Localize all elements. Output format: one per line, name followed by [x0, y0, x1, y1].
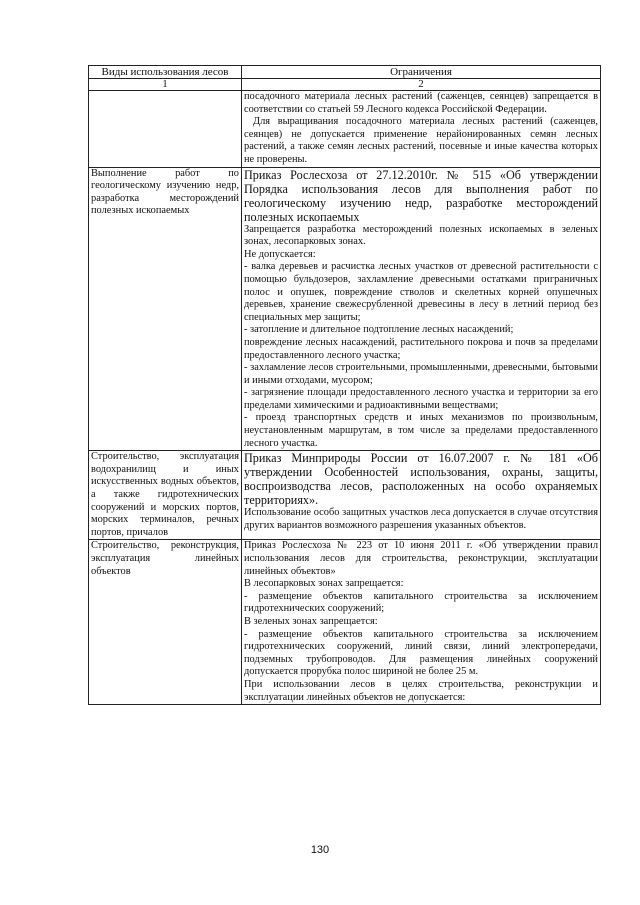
- use-type-text: Строительство, эксплуатация водохранилищ и иных искусственных водных объектов, а также гидротехнических сооружений и морских портов, морских терминалов, речных портов, причалов: [91, 451, 239, 538]
- page-number: 130: [310, 844, 330, 856]
- restriction-paragraph: Запрещается разработка месторождений полезных ископаемых в зеленых зонах, лесопарковых зонах.: [244, 223, 598, 248]
- header-restrictions: Ограничения: [242, 66, 601, 79]
- restriction-paragraph: - загрязнение площади предоставленного лесного участка и территории за его пределами химическими и радиоактивными веществами;: [244, 387, 598, 411]
- table-row: [89, 91, 601, 168]
- column-number-row: [89, 79, 601, 91]
- use-type-cell: [89, 540, 242, 705]
- restrictions-cell: [242, 540, 601, 705]
- use-type-text: Выполнение работ по геологическому изучению недр, разработка месторождений полезных ископаемых: [91, 167, 239, 217]
- header-uses: Виды использования лесов: [89, 66, 242, 79]
- restriction-paragraph: В зеленых зонах запрещается:: [244, 615, 378, 627]
- restrictions-cell: [242, 91, 601, 168]
- restriction-paragraph: повреждение лесных насаждений, растительного покрова и почв за пределами предоставленного лесного участка;: [244, 336, 598, 361]
- use-type-cell: [89, 91, 242, 168]
- restriction-paragraph: Приказ Рослесхоза № 223 от 10 июня 2011 г. «Об утверждении правил использования лесов для строительства, реконструкции, эксплуатации линейных объектов»: [244, 540, 598, 577]
- restriction-paragraph: Приказ Минприроды России от 16.07.2007 г. № 181 «Об утверждении Особенностей использования, охраны, защиты, воспроизводства лесов, расположенных на особо охраняемых территориях».: [244, 451, 598, 508]
- restriction-paragraph: - проезд транспортных средств и иных механизмов по произвольным, неустановленным маршрутам, в том числе за пределами предоставленного лесного участка.: [244, 412, 598, 449]
- restriction-paragraph: Для выращивания посадочного материала лесных растений (саженцев, сеянцев) не допускается применение нерайонированных семян лесных растений, а также семян лесных растений, посевные и иные качества которых не проверены.: [244, 116, 598, 165]
- restrictions-cell: [242, 167, 601, 451]
- restriction-paragraph: - захламление лесов строительными, промышленными, древесными, бытовыми и иными отходами, мусором;: [244, 362, 598, 386]
- restriction-paragraph: - валка деревьев и расчистка лесных участков от древесной растительности с помощью бульдозеров, захламление древесными остатками приграничных полос и опушек, повреждение стволов и скелетных корней опушечных деревьев, хранение свежесрубленной древесины в лесу в летний период без специальных мер защиты;: [244, 261, 598, 323]
- restriction-paragraph: Не допускается:: [244, 248, 316, 260]
- table-header-row: [89, 66, 601, 79]
- restriction-paragraph: - размещение объектов капитального строительства за исключением гидротехнических сооружений;: [244, 590, 598, 615]
- column-number-1: 1: [89, 79, 242, 91]
- restrictions-cell: [242, 451, 601, 540]
- table-row: [89, 540, 601, 705]
- table-body: [89, 91, 601, 705]
- restriction-paragraph: посадочного материала лесных растений (саженцев, сеянцев) запрещается в соответствии со статьей 59 Лесного кодекса Российской Федерации.: [244, 91, 598, 115]
- use-type-cell: [89, 451, 242, 540]
- restriction-paragraph: При использовании лесов в целях строительства, реконструкции и эксплуатации линейных объектов не допускается:: [244, 678, 598, 703]
- use-type-cell: [89, 167, 242, 451]
- use-type-text: Строительство, реконструкция, эксплуатация линейных объектов: [91, 540, 239, 577]
- column-number-2: 2: [242, 79, 601, 91]
- restriction-paragraph: Приказ Рослесхоза от 27.12.2010г. № 515 «Об утверждении Порядка использования лесов для выполнения работ по геологическому изучению недр, разработке месторождений полезных ископаемых: [244, 167, 598, 224]
- restriction-paragraph: В лесопарковых зонах запрещается:: [244, 578, 404, 590]
- restriction-paragraph: - затопление и длительное подтопление лесных насаждений;: [244, 324, 514, 336]
- table-row: [89, 167, 601, 451]
- restriction-paragraph: - размещение объектов капитального строительства за исключением гидротехнических сооружений, линий связи, линий электропередачи, подземных трубопроводов. Для размещения линейных сооружений допускается прорубка полос шириной не более 25 м.: [244, 628, 598, 678]
- restrictions-table: [88, 65, 601, 705]
- restriction-paragraph: Использование особо защитных участков леса допускается в случае отсутствия других вариантов возможного разрешения указанных объектов.: [244, 507, 598, 531]
- table-row: [89, 451, 601, 540]
